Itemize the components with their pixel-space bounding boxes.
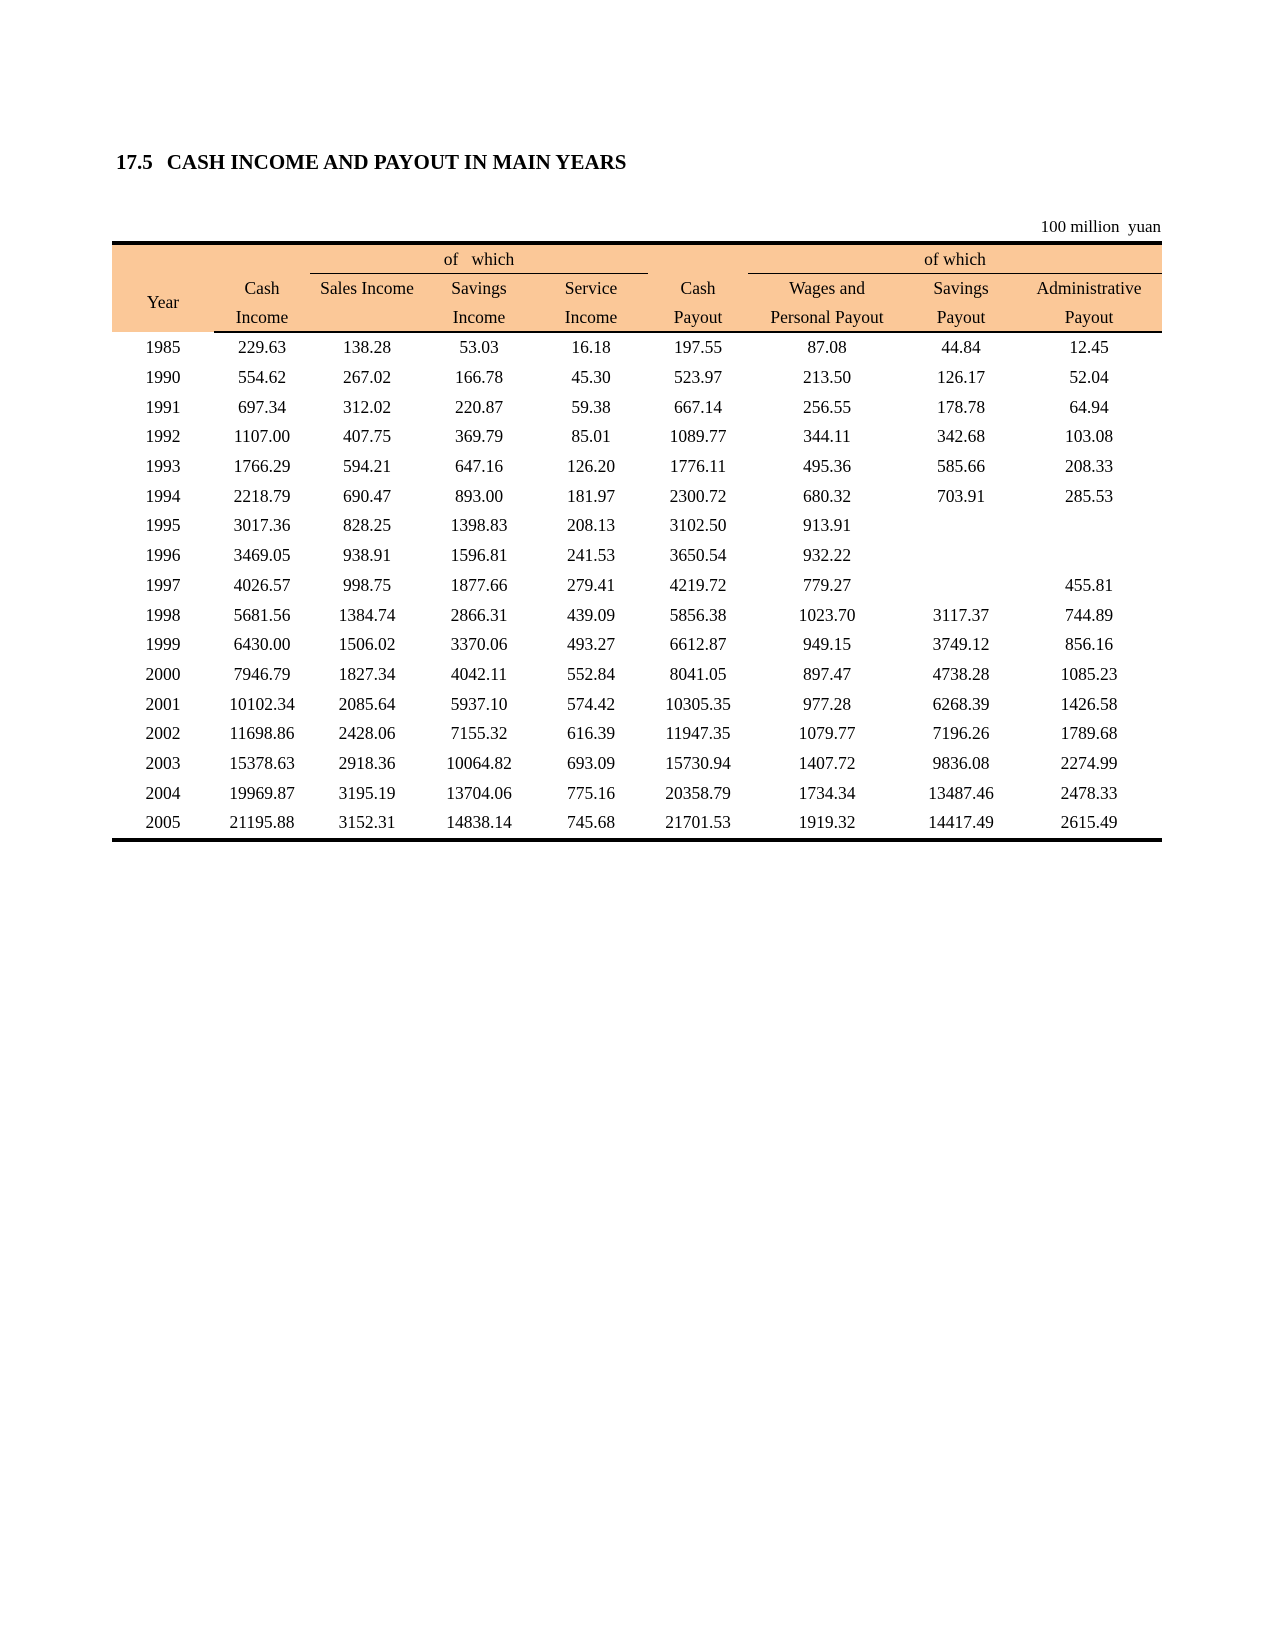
cell-year: 2002 [145,723,181,744]
cell-wages-personal-payout: 495.36 [802,456,852,477]
cell-sales-income: 407.75 [342,426,392,447]
cell-cash-payout: 1089.77 [669,426,727,447]
cell-year: 1991 [145,396,181,417]
cell-year: 2000 [145,663,181,684]
cell-sales-income: 267.02 [342,367,392,388]
col-header-savings-payout-line2: Payout [906,303,1016,332]
table-row [112,363,1162,393]
cell-wages-personal-payout: 1734.34 [798,782,856,803]
cell-savings-income: 53.03 [459,337,499,358]
col-header-savings-income-line2: Income [424,303,534,332]
cell-wages-personal-payout: 213.50 [802,367,852,388]
cell-administrative-payout: 2615.49 [1060,812,1118,833]
cell-savings-income: 4042.11 [450,663,508,684]
cell-year: 1998 [145,604,181,625]
table-row [112,660,1162,690]
col-header-cash-payout-line2: Payout [648,303,748,332]
cell-administrative-payout: 103.08 [1064,426,1114,447]
cell-savings-payout [906,511,1016,541]
cell-cash-income: 4026.57 [233,574,291,595]
of-which-payout-header [748,243,1162,273]
cell-administrative-payout: 52.04 [1069,367,1109,388]
cell-year: 1997 [145,574,181,595]
cell-cash-payout: 6612.87 [669,634,727,655]
cell-administrative-payout: 64.94 [1069,396,1109,417]
cell-service-income: 693.09 [566,752,616,773]
cell-wages-personal-payout: 977.28 [802,693,852,714]
table-row [112,481,1162,511]
cell-service-income: 616.39 [566,723,616,744]
cell-administrative-payout [1016,541,1162,571]
cell-savings-income: 893.00 [454,485,504,506]
col-header-savings-income-line1: Savings [424,273,534,303]
cell-wages-personal-payout: 680.32 [802,485,852,506]
cell-year: 2003 [145,752,181,773]
cell-sales-income: 690.47 [342,485,392,506]
col-header-wages-line1: Wages and [748,273,906,303]
cell-wages-personal-payout: 779.27 [802,574,852,595]
cell-administrative-payout: 2274.99 [1060,752,1118,773]
table-row [112,332,1162,363]
cell-sales-income: 3195.19 [338,782,396,803]
header-row-names [112,273,1162,303]
cell-year: 1985 [145,336,181,357]
cell-savings-payout [906,571,1016,601]
cell-sales-income: 3152.31 [338,812,396,833]
table-row [112,719,1162,749]
cell-wages-personal-payout: 87.08 [807,337,847,358]
cell-cash-income: 1107.00 [233,426,291,447]
cell-savings-income: 3370.06 [450,634,508,655]
cell-administrative-payout: 208.33 [1064,456,1114,477]
cell-cash-payout: 20358.79 [665,782,731,803]
col-header-year: Year [112,273,214,332]
col-header-cash-income-line2: Income [214,303,310,332]
cash-income-payout-table [112,241,1162,842]
cell-savings-payout: 178.78 [936,396,986,417]
cell-cash-income: 229.63 [237,337,287,358]
cell-cash-payout: 523.97 [673,367,723,388]
cell-wages-personal-payout: 256.55 [802,396,852,417]
cell-cash-income: 697.34 [237,396,287,417]
cell-wages-personal-payout: 1407.72 [798,752,856,773]
cell-sales-income: 1827.34 [338,663,396,684]
cell-cash-payout: 3650.54 [669,545,727,566]
cell-administrative-payout: 12.45 [1069,337,1109,358]
cell-cash-payout: 11947.35 [665,723,731,744]
cell-administrative-payout: 1426.58 [1060,693,1118,714]
cell-savings-payout: 9836.08 [932,752,990,773]
col-header-sales-income: Sales Income [310,273,424,303]
cell-service-income: 241.53 [566,545,616,566]
cell-administrative-payout: 1789.68 [1060,723,1118,744]
cell-service-income: 45.30 [571,367,611,388]
table-row [112,749,1162,779]
cell-cash-income: 1766.29 [233,456,291,477]
cell-savings-income: 1596.81 [450,545,508,566]
cell-cash-income: 21195.88 [229,812,295,833]
cell-administrative-payout: 285.53 [1064,485,1114,506]
cell-cash-payout: 3102.50 [669,515,727,536]
cell-savings-income: 5937.10 [450,693,508,714]
col-header-savings-payout-line1: Savings [906,273,1016,303]
cell-service-income: 279.41 [566,574,616,595]
cell-cash-income: 19969.87 [229,782,295,803]
cell-wages-personal-payout: 897.47 [802,663,852,684]
col-header-service-income-line1: Service [534,273,648,303]
cell-cash-income: 15378.63 [229,752,295,773]
cell-administrative-payout: 455.81 [1064,574,1114,595]
cell-year: 1990 [145,367,181,388]
cell-savings-income: 647.16 [454,456,504,477]
table-row [112,422,1162,452]
cell-savings-payout: 13487.46 [928,782,994,803]
cell-service-income: 181.97 [566,485,616,506]
table-row [112,452,1162,482]
header-row-names-2 [112,303,1162,332]
cell-savings-income: 7155.32 [450,723,508,744]
cell-service-income: 439.09 [566,604,616,625]
cell-sales-income: 938.91 [342,545,392,566]
cell-wages-personal-payout: 913.91 [802,515,852,536]
cell-wages-personal-payout: 344.11 [803,426,851,447]
col-header-cash-income-line1: Cash [214,273,310,303]
cell-sales-income: 1506.02 [338,634,396,655]
cell-savings-payout: 4738.28 [932,663,990,684]
of-which-payout-label: of which [924,248,986,269]
table-header [112,243,1162,332]
cell-cash-income: 11698.86 [229,723,295,744]
cell-savings-payout: 14417.49 [928,812,994,833]
cell-savings-payout: 703.91 [936,485,986,506]
col-header-admin-payout-line1: Administrative [1016,273,1162,303]
cell-savings-payout: 7196.26 [932,723,990,744]
cell-cash-income: 7946.79 [233,663,291,684]
cell-year: 1993 [145,456,181,477]
header-cell-empty [112,243,214,273]
table-row [112,808,1162,840]
table-row [112,571,1162,601]
cell-service-income: 85.01 [571,426,611,447]
cell-wages-personal-payout: 932.22 [802,545,852,566]
cell-sales-income: 998.75 [342,574,392,595]
cell-cash-payout: 5856.38 [669,604,727,625]
cell-cash-payout: 8041.05 [669,663,727,684]
cell-wages-personal-payout: 1023.70 [798,604,856,625]
cell-sales-income: 2085.64 [338,693,396,714]
table-row [112,600,1162,630]
table-row [112,511,1162,541]
cell-year: 2004 [145,782,181,803]
cell-savings-income: 14838.14 [446,812,512,833]
header-row-group [112,243,1162,273]
cell-service-income: 16.18 [571,337,611,358]
cell-savings-payout: 44.84 [941,337,981,358]
cell-sales-income: 1384.74 [338,604,396,625]
cell-savings-payout: 3749.12 [932,634,990,655]
cell-sales-income: 2428.06 [338,723,396,744]
cell-cash-income: 10102.34 [229,693,295,714]
cell-savings-income: 1877.66 [450,574,508,595]
cell-savings-payout: 342.68 [936,426,986,447]
of-which-income-header [310,243,648,273]
cell-sales-income: 312.02 [342,396,392,417]
table-row [112,630,1162,660]
cell-sales-income: 828.25 [342,515,392,536]
cell-year: 1996 [145,545,181,566]
cell-year: 2001 [145,693,181,714]
cell-cash-payout: 667.14 [673,396,723,417]
cell-savings-payout [906,541,1016,571]
cell-wages-personal-payout: 1919.32 [798,812,856,833]
cell-administrative-payout: 1085.23 [1060,663,1118,684]
cell-sales-income: 138.28 [342,337,392,358]
of-which-income-label: of which [443,248,515,269]
cell-savings-income: 220.87 [454,396,504,417]
cell-savings-income: 166.78 [454,367,504,388]
cell-year: 2005 [145,812,181,833]
cell-cash-payout: 2300.72 [669,485,727,506]
col-header-service-income-line2: Income [534,303,648,332]
cell-savings-income: 10064.82 [446,752,512,773]
cell-savings-payout: 6268.39 [932,693,990,714]
cell-sales-income: 2918.36 [338,752,396,773]
table-row [112,778,1162,808]
cell-service-income: 574.42 [566,693,616,714]
table-row [112,689,1162,719]
cell-year: 1999 [145,634,181,655]
cell-year: 1994 [145,485,181,506]
table-row [112,392,1162,422]
cell-cash-payout: 197.55 [673,337,723,358]
cell-service-income: 208.13 [566,515,616,536]
col-header-wages-line2: Personal Payout [748,303,906,332]
cell-cash-income: 3017.36 [233,515,291,536]
cell-year: 1995 [145,515,181,536]
of-which-payout-rule [748,273,1162,275]
cell-administrative-payout: 2478.33 [1060,782,1118,803]
cell-wages-personal-payout: 949.15 [802,634,852,655]
cell-savings-payout: 585.66 [936,456,986,477]
cell-savings-income: 13704.06 [446,782,512,803]
cell-service-income: 745.68 [566,812,616,833]
table-title-text: CASH INCOME AND PAYOUT IN MAIN YEARS [166,150,627,174]
table-row [112,541,1162,571]
cell-sales-income: 594.21 [342,456,392,477]
table-body [112,332,1162,840]
table-title [116,150,626,175]
cell-cash-payout: 10305.35 [665,693,731,714]
of-which-income-rule [310,273,648,275]
cell-administrative-payout [1016,511,1162,541]
cell-cash-payout: 1776.11 [669,456,727,477]
cell-cash-income: 3469.05 [233,545,291,566]
cell-administrative-payout: 744.89 [1064,604,1114,625]
cell-cash-income: 2218.79 [233,485,291,506]
cell-service-income: 775.16 [566,782,616,803]
header-cell-empty [648,243,748,273]
cell-cash-payout: 4219.72 [669,574,727,595]
cell-savings-payout: 126.17 [936,367,986,388]
cell-cash-income: 5681.56 [233,604,291,625]
header-cell-empty [214,243,310,273]
cell-cash-income: 6430.00 [233,634,291,655]
col-header-cash-payout-line1: Cash [648,273,748,303]
cell-year: 1992 [145,426,181,447]
header-cell-empty [310,303,424,332]
table-number: 17.5 [116,150,153,174]
cell-service-income: 493.27 [566,634,616,655]
cell-savings-income: 1398.83 [450,515,508,536]
col-header-admin-payout-line2: Payout [1016,303,1162,332]
cell-service-income: 552.84 [566,663,616,684]
cell-administrative-payout: 856.16 [1064,634,1114,655]
cell-wages-personal-payout: 1079.77 [798,723,856,744]
cell-service-income: 59.38 [571,396,611,417]
cell-cash-payout: 21701.53 [665,812,731,833]
cell-cash-payout: 15730.94 [665,752,731,773]
cell-savings-income: 2866.31 [450,604,508,625]
unit-label: 100 million yuan [1040,217,1161,236]
cell-savings-payout: 3117.37 [932,604,990,625]
cell-cash-income: 554.62 [237,367,287,388]
cell-savings-income: 369.79 [454,426,504,447]
cell-service-income: 126.20 [566,456,616,477]
